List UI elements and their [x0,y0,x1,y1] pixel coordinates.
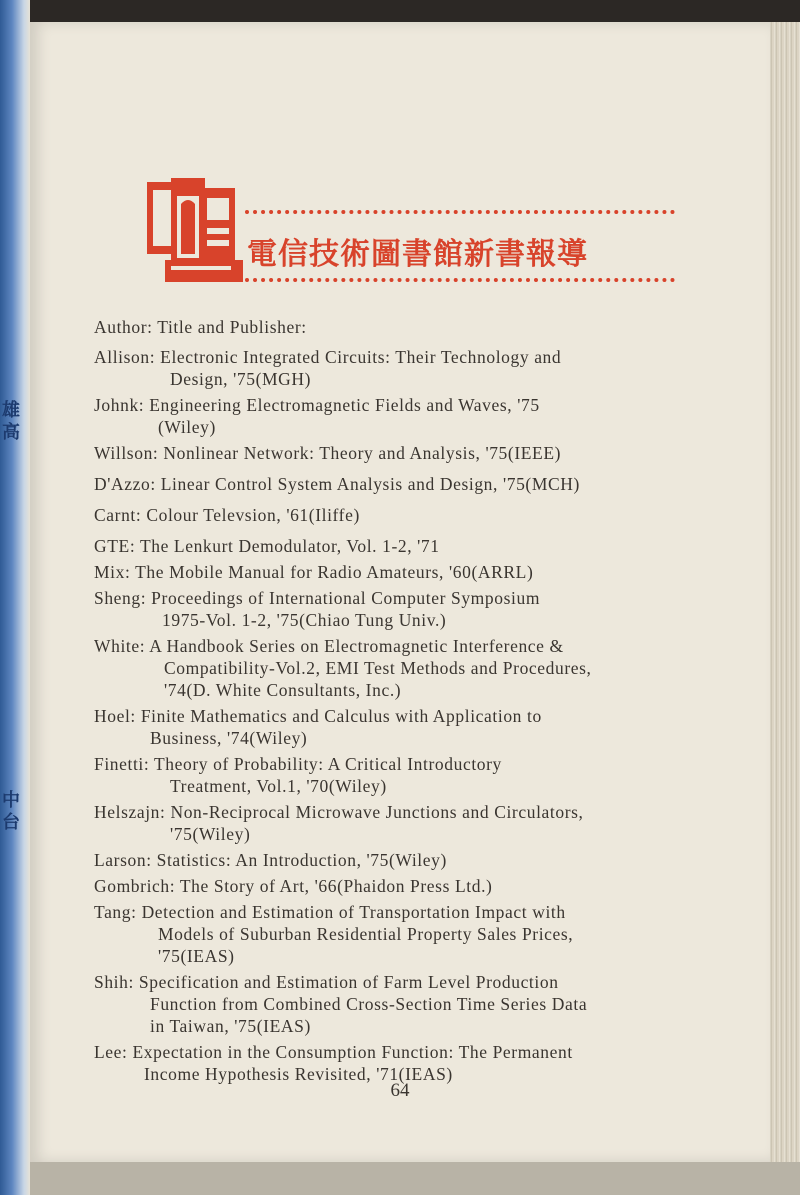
entry-line: Function from Combined Cross-Section Time Series Data [150,994,588,1014]
list-item [94,849,724,871]
list-item [94,535,724,557]
entry-line: White: A Handbook Series on Electromagnetic Interference & [94,636,564,656]
entry-line: GTE: The Lenkurt Demodulator, Vol. 1-2, '71 [94,536,440,556]
entry-line: Carnt: Colour Televsion, '61(Iliffe) [94,505,360,525]
list-item [94,971,724,1037]
entry-line: Mix: The Mobile Manual for Radio Amateurs, '60(ARRL) [94,562,534,582]
entry-line: Sheng: Proceedings of International Computer Symposium [94,588,541,608]
entry-line: Design, '75(MGH) [170,369,312,389]
entry-line: Tang: Detection and Estimation of Transportation Impact with [94,902,566,922]
top-shadow [30,0,800,22]
entry-line: (Wiley) [158,417,216,437]
entry-line: D'Azzo: Linear Control System Analysis and Design, '75(MCH) [94,474,580,494]
list-item [94,587,724,631]
books-stamp-icon [145,174,245,284]
entry-line: Willson: Nonlinear Network: Theory and Analysis, '75(IEEE) [94,443,562,463]
entry-line: '75(IEAS) [158,946,235,966]
entry-line: Hoel: Finite Mathematics and Calculus with Application to [94,706,542,726]
entry-line: Shih: Specification and Estimation of Farm Level Production [94,972,559,992]
facing-page-text-2: 中台 [2,790,20,833]
banner-dotted-rule-top [245,210,675,222]
entry-line: Income Hypothesis Revisited, '71(IEAS) [144,1064,453,1084]
banner-dotted-rule-bottom [245,278,675,290]
list-item [94,394,724,438]
book-page [30,22,770,1162]
entry-line: Helszajn: Non-Reciprocal Microwave Junctions and Circulators, [94,802,584,822]
list-item [94,753,724,797]
list-item [94,901,724,967]
entry-line: Larson: Statistics: An Introduction, '75(Wiley) [94,850,447,870]
entry-line: Johnk: Engineering Electromagnetic Fields and Waves, '75 [94,395,540,415]
entry-line: Finetti: Theory of Probability: A Critical Introductory [94,754,502,774]
entry-line: '75(Wiley) [170,824,251,844]
list-item [94,875,724,897]
entry-line: 1975-Vol. 1-2, '75(Chiao Tung Univ.) [162,610,447,630]
facing-page-strip [0,0,30,1195]
entry-line: Allison: Electronic Integrated Circuits: Their Technology and [94,347,562,367]
entry-line: Compatibility-Vol.2, EMI Test Methods and Procedures, [164,658,592,678]
page-number: 64 [390,1080,410,1101]
list-item [94,442,724,464]
list-item [94,635,724,701]
banner-title: 電信技術圖書館新書報導 [247,237,588,272]
list-item [94,705,724,749]
bottom-shadow [30,1162,800,1195]
list-item [94,561,724,583]
list-item [94,346,724,390]
page-stack-edge [768,22,800,1162]
entry-line: Gombrich: The Story of Art, '66(Phaidon Press Ltd.) [94,876,493,896]
entry-line: Models of Suburban Residential Property Sales Prices, [158,924,574,944]
list-item [94,504,724,526]
list-heading: Author: Title and Publisher: [94,317,307,337]
header-banner [145,174,685,304]
entry-line: in Taiwan, '75(IEAS) [150,1016,311,1036]
entry-line: '74(D. White Consultants, Inc.) [164,680,402,700]
new-books-list [94,316,724,1089]
list-item [94,1041,724,1085]
entry-line: Lee: Expectation in the Consumption Function: The Permanent [94,1042,573,1062]
facing-page-text-1: 雄高 [2,400,20,443]
entry-line: Treatment, Vol.1, '70(Wiley) [170,776,387,796]
list-item [94,473,724,495]
entry-line: Business, '74(Wiley) [150,728,308,748]
list-item [94,801,724,845]
